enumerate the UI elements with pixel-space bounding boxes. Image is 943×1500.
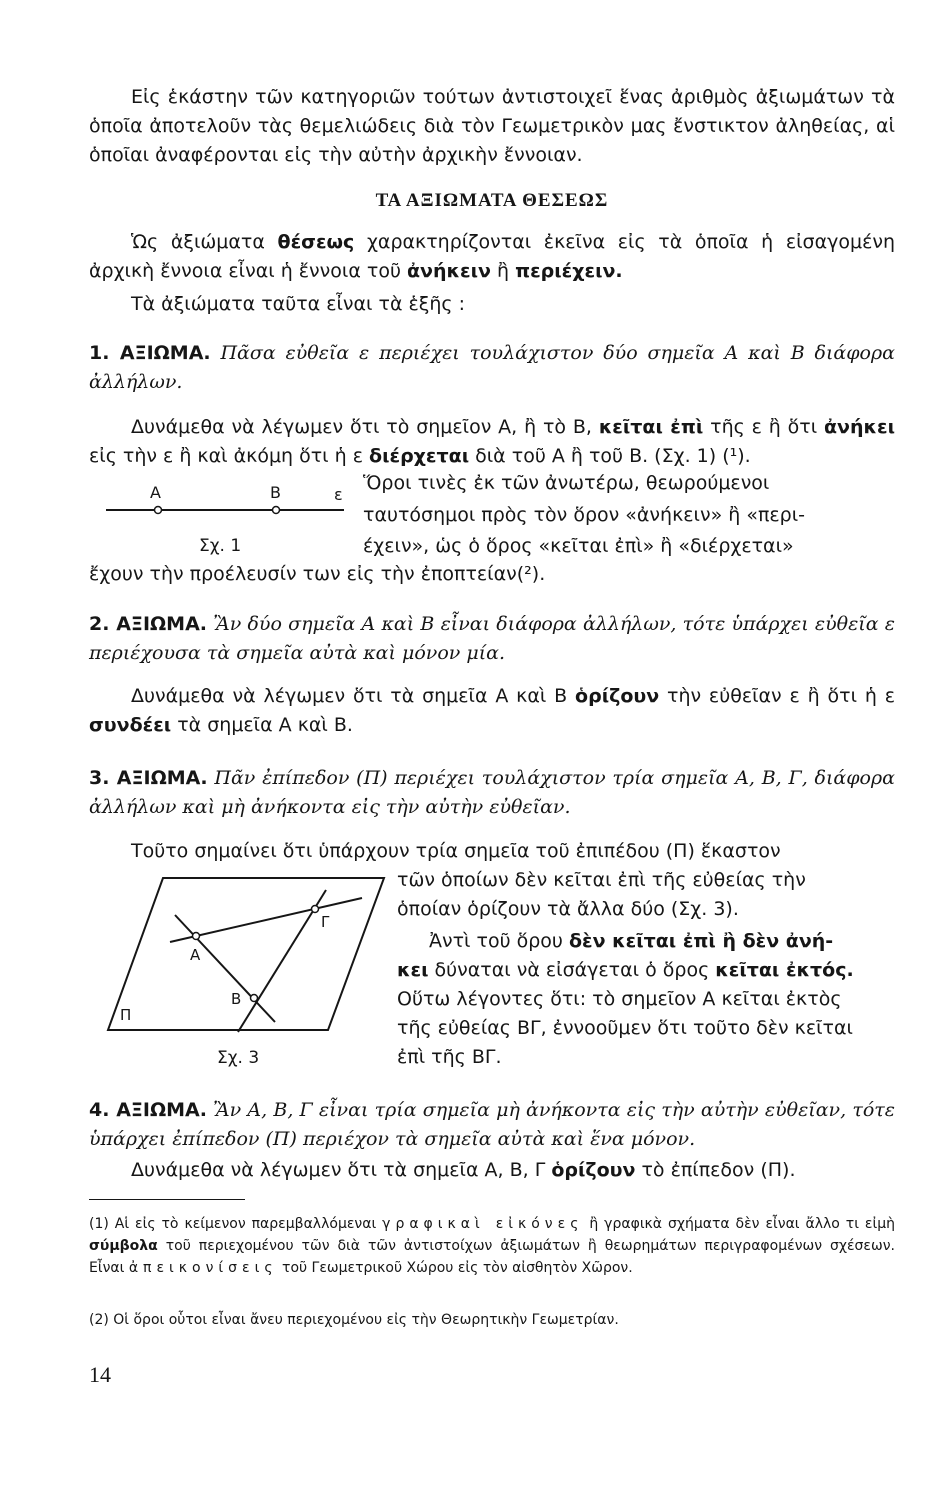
axiom-2-explanation: Δυνάμεθα νὰ λέγωμεν ὅτι τὰ σημεῖα Α καὶ Β ὁρίζουν τὴν εὐθεῖαν ε ἢ ὅτι ἡ ε συνδέει τὰ σημεῖα Α καὶ Β.	[89, 685, 895, 736]
fig1-label-b: B	[270, 483, 281, 502]
axiom-3-line-2: τῶν ὁποίων δὲν κεῖται ἐπὶ τῆς εὐθείας τὴν	[397, 869, 806, 891]
axiom-3-line-7: τῆς εὐθείας ΒΓ, ἐννοοῦμεν ὅτι τοῦτο δὲν κεῖται	[397, 1017, 853, 1039]
footnote-rule	[89, 1199, 245, 1200]
axiom-3-line-5: κει δύναται νὰ εἰσάγεται ὁ ὅρος κεῖται ἐκτός.	[397, 959, 854, 981]
footnote-1: (1) Αἱ εἰς τὸ κείμενον παρεμβαλλόμεναι γραφικαὶ εἰκόνες ἢ γραφικὰ σχήματα δὲν εἶναι ἄλλο τι εἰμὴ σύμβολα τοῦ περιεχομένου τῶν διὰ τῶν ἀντιστοίχων ἀξιωμάτων ἢ θεωρημάτων περιγραφομένων σχέσεων. Εἶναι ἀπεικονίσεις τοῦ Γεωμετρικοῦ Χώρου εἰς τὸν αἰσθητὸν Χῶρον.	[89, 1216, 895, 1276]
terms-line-4: ἔχουν τὴν προέλευσίν των εἰς τὴν ἐποπτείαν(²).	[89, 563, 546, 585]
fig3-line-ab	[175, 915, 275, 1022]
fig1-label-a: A	[150, 483, 161, 502]
axiom-1: 1. ΑΞΙΩΜΑ. Πᾶσα εὐθεῖα ε περιέχει τουλάχιστον δύο σημεῖα Α καὶ Β διάφορα ἀλλήλων.	[89, 342, 895, 393]
page-number: 14	[89, 1362, 111, 1387]
fig1-point-a	[155, 507, 162, 514]
axiom-3: 3. ΑΞΙΩΜΑ. Πᾶν ἐπίπεδον (Π) περιέχει τουλάχιστον τρία σημεῖα Α, Β, Γ, διάφορα ἀλλήλων καὶ μὴ ἀνήκοντα εἰς τὴν αὐτὴν εὐθεῖαν.	[89, 767, 895, 818]
axiom-3-line-6: Οὕτω λέγοντες ὅτι: τὸ σημεῖον Α κεῖται ἐκτὸς	[397, 988, 842, 1010]
fig3-label-g: Γ	[321, 913, 330, 931]
fig1-caption: Σχ. 1	[199, 536, 242, 556]
terms-line-3: έχειν», ὡς ὁ ὅρος «κεῖται ἐπὶ» ἢ «διέρχεται»	[363, 535, 794, 557]
axiom-3-line-1: Τοῦτο σημαίνει ὅτι ὑπάρχουν τρία σημεῖα τοῦ ἐπιπέδου (Π) ἕκαστον	[131, 840, 781, 862]
fig1-point-b	[273, 507, 280, 514]
fig3-label-p: Π	[120, 1006, 132, 1024]
fig3-label-b: B	[231, 990, 242, 1008]
figure-3	[100, 870, 390, 1050]
axiom-3-line-8: ἐπὶ τῆς ΒΓ.	[397, 1046, 502, 1068]
definition-paragraph: Ὡς ἀξιώματα θέσεως χαρακτηρίζονται ἐκεῖνα εἰς τὰ ὁποῖα ἡ εἰσαγομένη ἀρχικὴ ἔννοια εἶναι ἡ ἔννοια τοῦ ἀνήκειν ἢ περιέχειν.	[89, 231, 895, 282]
fig3-point-a	[193, 933, 200, 940]
intro-paragraph: Εἰς ἑκάστην τῶν κατηγοριῶν τούτων ἀντιστοιχεῖ ἕνας ἀριθμὸς ἀξιωμάτων τὰ ὁποῖα ἀποτελοῦν τὰς θεμελιώδεις διὰ τὸν Γεωμετρικὸν μας ἔνστικτον ἀληθείας, αἱ ὁποῖαι ἀναφέρονται εἰς τὴν αὐτὴν ἀρχικὴν ἔννοιαν.	[89, 86, 895, 166]
terms-line-1: Ὅροι τινὲς ἐκ τῶν ἀνωτέρω, θεωρούμενοι	[363, 472, 770, 494]
fig3-plane	[108, 878, 384, 1030]
axiom-3-line-4: Ἀντὶ τοῦ ὅρου δὲν κεῖται ἐπὶ ἢ δὲν ἀνή-	[429, 930, 834, 952]
axiom-3-line-3: ὁποίαν ὁρίζουν τὰ ἄλλα δύο (Σχ. 3).	[397, 898, 739, 920]
axiom-4: 4. ΑΞΙΩΜΑ. Ἂν Α, Β, Γ εἶναι τρία σημεῖα μὴ ἀνήκοντα εἰς τὴν αὐτὴν εὐθεῖαν, τότε ὑπάρχει ἐπίπεδον (Π) περιέχον τὰ σημεῖα αὐτὰ καὶ ἕνα μόνον.	[89, 1099, 895, 1150]
fig1-label-e: ε	[334, 485, 343, 504]
follows-line: Τὰ ἀξιώματα ταῦτα εἶναι τὰ ἑξῆς :	[131, 293, 466, 315]
terms-line-2: ταυτόσημοι πρὸς τὸν ὅρον «ἀνήκειν» ἢ «περι-	[363, 504, 806, 526]
section-heading: ΤΑ ΑΞΙΩΜΑΤΑ ΘΕΣΕΩΣ	[375, 190, 609, 211]
fig3-point-g	[312, 906, 319, 913]
axiom-2: 2. ΑΞΙΩΜΑ. Ἂν δύο σημεῖα Α καὶ Β εἶναι διάφορα ἀλλήλων, τότε ὑπάρχει εὐθεῖα ε περιέχουσα τὰ σημεῖα αὐτὰ καὶ μόνον μία.	[89, 613, 895, 664]
fig3-point-b	[251, 995, 258, 1002]
axiom-4-explanation: Δυνάμεθα νὰ λέγωμεν ὅτι τὰ σημεῖα Α, Β, Γ ὁρίζουν τὸ ἐπίπεδον (Π).	[131, 1159, 796, 1181]
fig3-label-a: A	[190, 946, 201, 964]
fig3-caption: Σχ. 3	[217, 1048, 260, 1068]
footnote-2: (2) Οἱ ὅροι οὗτοι εἶναι ἄνευ περιεχομένου εἰς τὴν Θεωρητικὴν Γεωμετρίαν.	[89, 1312, 619, 1328]
axiom-1-explanation: Δυνάμεθα νὰ λέγωμεν ὅτι τὸ σημεῖον Α, ἢ τὸ Β, κεῖται ἐπὶ τῆς ε ἢ ὅτι ἀνήκει εἰς τὴν ε ἢ καὶ ἀκόμη ὅτι ἡ ε διέρχεται διὰ τοῦ Α ἢ τοῦ Β. (Σχ. 1) (¹).	[89, 416, 895, 467]
